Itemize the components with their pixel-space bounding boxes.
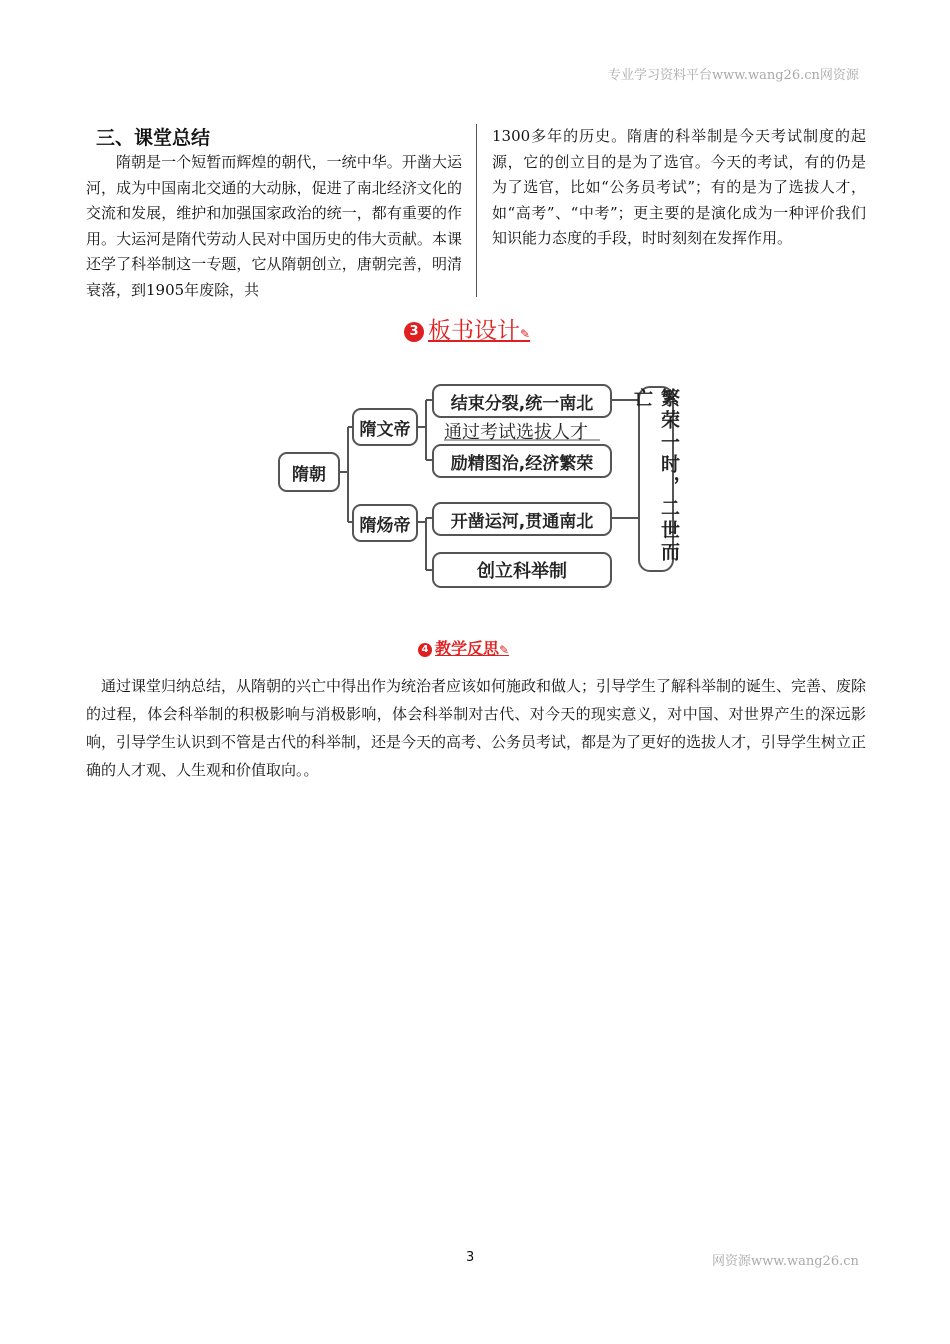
page-footer-watermark: 网资源www.wang26.cn — [712, 1254, 859, 1269]
reflection-title: 教学反思 — [435, 639, 500, 658]
number-3-badge: 3 — [404, 322, 424, 342]
reflection-heading — [418, 636, 509, 659]
diagram-node-sui-wendi: 隋文帝 — [352, 408, 418, 446]
number-4-badge: 4 — [418, 643, 432, 657]
diagram-handwritten-note: 通过考试选拔人才 — [444, 422, 588, 443]
diagram-item-economic-prosperity: 励精图治,经济繁荣 — [432, 444, 612, 478]
section-title-summary: 三、课堂总结 — [96, 127, 211, 149]
board-design-heading — [404, 312, 530, 345]
diagram-side-box — [631, 386, 680, 572]
pen-icon: ✎ — [520, 327, 531, 341]
reflection-paragraph: 通过课堂归纳总结，从隋朝的兴亡中得出作为统治者应该如何施政和做人；引导学生了解科举制的诞生、完善、废除的过程，体会科举制的积极影响与消极影响，体会科举制对古代、对今天的现实意义，对中国、对世界产生的深远影响，引导学生认识到不管是古代的科举制，还是今天的高考、公务员考试，都是为了更好的选拔人才，引导学生树立正确的人才观、人生观和价值取向。。 — [86, 677, 867, 779]
summary-left-text: 隋朝是一个短暂而辉煌的朝代，一统中华。开凿大运河，成为中国南北交通的大动脉，促进了南北经济文化的交流和发展，维护和加强国家政治的统一，都有重要的作用。大运河是隋代劳动人民对中国历史的伟大贡献。本课还学了科举制这一专题，它从隋朝创立，唐朝完善，明清衰落，到1905年废除，共 — [86, 153, 462, 299]
diagram-node-sui-dynasty: 隋朝 — [278, 452, 340, 492]
diagram-item-grand-canal: 开凿运河,贯通南北 — [432, 502, 612, 536]
diagram-node-sui-yangdi: 隋炀帝 — [352, 504, 418, 542]
reflection-text — [86, 672, 866, 784]
diagram-side-text: 繁荣一时，二世而亡 — [631, 388, 680, 564]
summary-right-column — [492, 124, 866, 252]
column-divider — [476, 124, 477, 297]
summary-right-text: 1300多年的历史。隋唐的科举制是今天考试制度的起源，它的创立目的是为了选官。今天的考试，有的仍是为了选官，比如“公务员考试”；有的是为了选拔人才，如“高考”、“中考”；更主要的是演化成为一种评价我们知识能力态度的手段，时时刻刻在发挥作用。 — [492, 127, 866, 247]
page-number: 3 — [466, 1250, 475, 1265]
board-design-title: 板书设计 — [428, 318, 520, 344]
diagram-item-imperial-exam: 创立科举制 — [432, 552, 612, 588]
diagram-item-end-division: 结束分裂,统一南北 — [432, 384, 612, 418]
pen-icon: ✎ — [499, 643, 510, 657]
page-header-watermark: 专业学习资料平台www.wang26.cn网资源 — [608, 68, 859, 83]
summary-left-column — [86, 126, 462, 303]
